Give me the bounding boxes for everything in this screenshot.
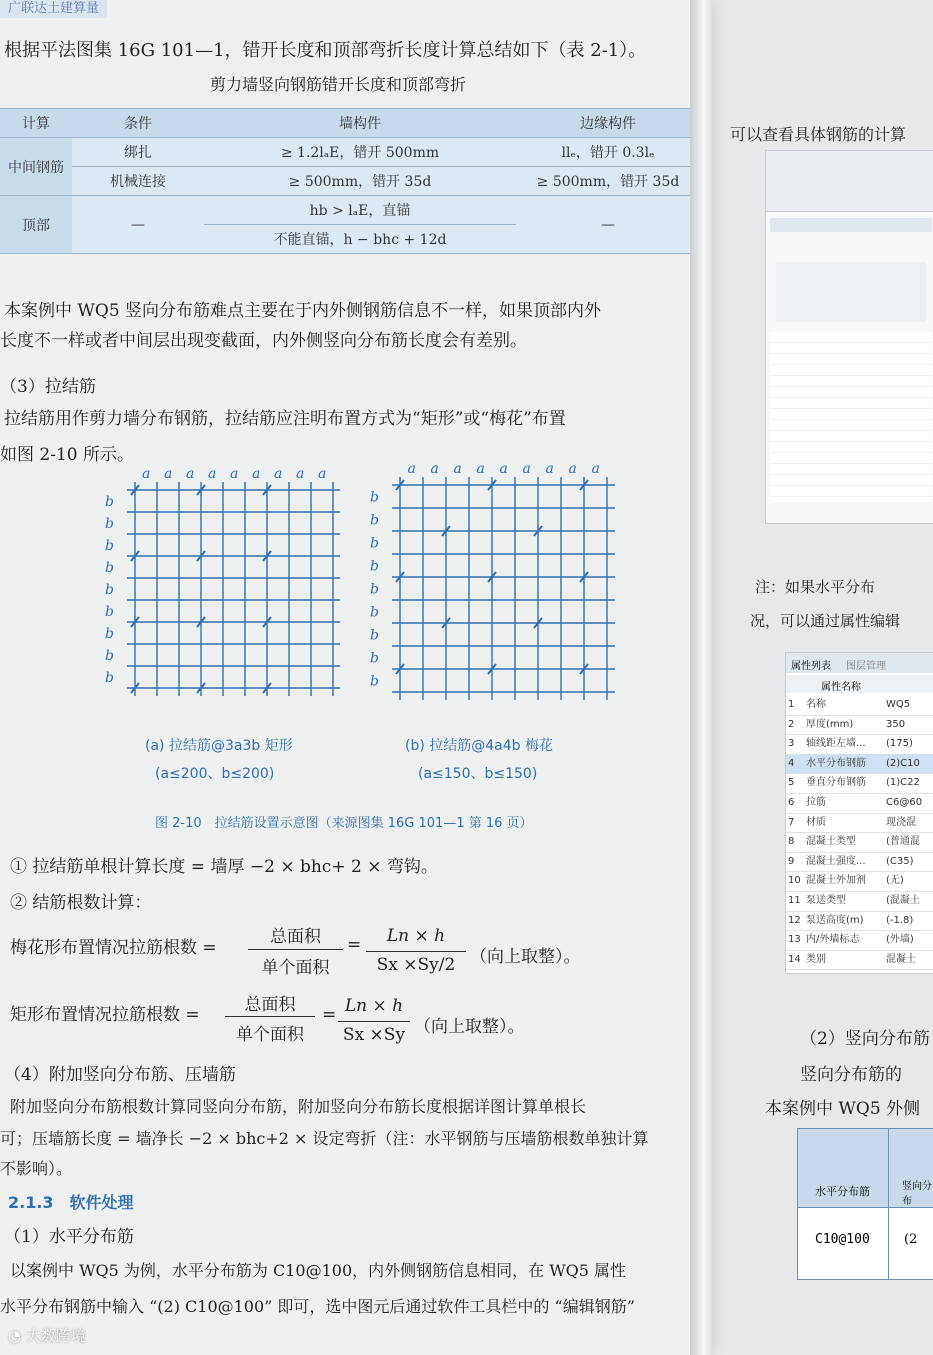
right-sec2: （2）竖向分布筋 xyxy=(800,1029,930,1049)
cell-mid: 中间钢筋 xyxy=(0,138,72,196)
spacing-label-b: b xyxy=(105,516,114,532)
spacing-label-b: b xyxy=(370,627,379,644)
spacing-label-a: a xyxy=(142,470,151,482)
right-table-v1: C10@100 xyxy=(815,1232,870,1247)
sec4-heading: （4）附加竖向分布筋、压墙筋 xyxy=(4,1065,236,1085)
property-row[interactable] xyxy=(786,832,933,853)
property-name: 泵送类型 xyxy=(806,895,846,906)
panel-tabs xyxy=(786,653,933,673)
f4-den2: Sx ×Sy xyxy=(342,1025,406,1045)
cell: — xyxy=(72,196,204,254)
property-name: 内/外墙标志 xyxy=(806,934,860,946)
para4-l2: 水平分布钢筋中输入 “(2) C10@100” 即可，选中图元后通过软件工具栏中的 “编辑钢筋” xyxy=(0,1297,635,1316)
property-value: 混凝土 xyxy=(886,953,916,965)
spacing-label-a: a xyxy=(499,465,508,477)
spacing-label-a: a xyxy=(296,470,305,482)
spacing-label-a: a xyxy=(476,465,485,477)
cell: ≥ 500mm，错开 35d xyxy=(516,167,700,196)
property-row[interactable] xyxy=(786,695,933,716)
figure-b-plum-grid xyxy=(360,465,630,720)
property-index: 11 xyxy=(788,895,801,906)
formula-1: ① 拉结筋单根计算长度 = 墙厚 −2 × bhc+ 2 × 弯钩。 xyxy=(10,857,438,877)
para2-l1: 拉结筋用作剪力墙分布钢筋，拉结筋应注明布置方式为“矩形”或“梅花”布置 xyxy=(4,409,566,429)
fig-b-caption-1: (b) 拉结筋@4a4b 梅花 xyxy=(405,738,553,754)
spacing-label-b: b xyxy=(370,581,379,598)
spacing-label-b: b xyxy=(370,673,379,690)
property-name: 混凝土外加剂 xyxy=(806,875,866,887)
property-name: 拉筋 xyxy=(806,797,826,808)
property-list-small xyxy=(770,332,932,502)
property-value: (175) xyxy=(886,738,913,750)
th-cond: 条件 xyxy=(72,109,204,138)
property-value: (普通混 xyxy=(886,836,920,848)
property-name: 轴线距左墙... xyxy=(806,738,866,750)
para2-l2: 如图 2-10 所示。 xyxy=(0,445,134,465)
spacing-label-a: a xyxy=(164,470,173,482)
property-index: 13 xyxy=(788,934,801,946)
f4-num1: 总面积 xyxy=(244,995,296,1015)
property-name: 厚度(mm) xyxy=(806,718,854,730)
fig-b-caption-2: (a≤150、b≤150) xyxy=(418,766,538,782)
table-header-row xyxy=(0,109,700,138)
property-index: 3 xyxy=(788,738,795,750)
property-row[interactable] xyxy=(786,891,933,912)
spacing-label-b: b xyxy=(370,604,379,621)
figure-a-rect-grid xyxy=(100,470,340,720)
tab-layer-manage[interactable]: 图层管理 xyxy=(846,661,886,672)
right-page xyxy=(700,0,933,1355)
property-value: WQ5 xyxy=(886,699,911,710)
property-row[interactable] xyxy=(786,871,933,892)
watermark-text: 大数跨境 xyxy=(25,1327,86,1345)
fig-a-caption-1: (a) 拉结筋@3a3b 矩形 xyxy=(145,738,293,754)
property-value: (-1.8) xyxy=(886,914,914,926)
f4-num2: Ln × h xyxy=(344,996,404,1016)
property-index: 10 xyxy=(788,875,801,887)
spacing-label-a: a xyxy=(568,465,577,477)
property-index: 1 xyxy=(788,699,795,710)
f4-tail: （向上取整）。 xyxy=(414,1017,525,1037)
property-row[interactable] xyxy=(786,754,933,775)
spacing-label-a: a xyxy=(252,470,261,482)
f3-den2: Sx ×Sy/2 xyxy=(376,955,456,975)
property-index: 9 xyxy=(788,855,795,867)
property-row[interactable] xyxy=(786,813,933,834)
note1: 注：如果水平分布 xyxy=(755,578,876,596)
para1-l2: 长度不一样或者中间层出现变截面，内外侧竖向分布筋长度会有差别。 xyxy=(0,331,527,351)
spacing-label-b: b xyxy=(370,535,379,552)
th-edge: 边缘构件 xyxy=(516,109,700,138)
fig-a-caption-2: (a≤200、b≤200) xyxy=(155,766,275,782)
spacing-label-b: b xyxy=(105,494,114,510)
spacing-label-b: b xyxy=(105,604,114,620)
property-row[interactable] xyxy=(786,852,933,873)
cell: ≥ 1.2lₐE，错开 500mm xyxy=(204,138,516,167)
property-row[interactable] xyxy=(786,734,933,755)
property-name: 材质 xyxy=(806,816,826,828)
property-row[interactable] xyxy=(786,793,933,814)
cell: llₑ，错开 0.3lₑ xyxy=(516,138,700,167)
f3-num1: 总面积 xyxy=(270,927,321,947)
cell: hb > lₐE，直锚 xyxy=(204,196,516,225)
cell: ≥ 500mm，错开 35d xyxy=(204,167,516,196)
watermark: ◔ 大数跨境 xyxy=(8,1327,86,1345)
f3-tail: （向上取整）。 xyxy=(470,947,581,967)
th-calc: 计算 xyxy=(0,109,72,138)
f3-den1: 单个面积 xyxy=(261,958,330,978)
f3-bar2 xyxy=(366,951,466,952)
f4-lead: 矩形布置情况拉筋根数 = xyxy=(10,1005,200,1025)
property-panel xyxy=(785,652,933,974)
right-table-v2: (2 xyxy=(904,1232,918,1247)
para1-l1: 本案例中 WQ5 竖向分布筋难点主要在于内外侧钢筋信息不一样，如果顶部内外 xyxy=(4,301,602,321)
table-row xyxy=(0,196,700,225)
cell: 绑扎 xyxy=(72,138,204,167)
right-sec2-l1: 竖向分布筋的 xyxy=(800,1065,902,1085)
th-wall: 墙构件 xyxy=(204,109,516,138)
spacing-label-a: a xyxy=(430,465,439,477)
intro-line: 根据平法图集 16G 101—1，错开长度和顶部弯折长度计算总结如下（表 2-1）。 xyxy=(4,40,647,61)
para3-l2: 可；压墙筋长度 = 墙净长 −2 × bhc+2 × 设定弯折（注：水平钢筋与压墙筋根数单独计算 xyxy=(0,1129,649,1148)
property-index: 4 xyxy=(788,757,795,769)
f3-eq: = xyxy=(347,935,362,955)
property-name: 泵送高度(m) xyxy=(806,914,864,926)
spacing-label-b: b xyxy=(105,560,114,576)
spacing-label-b: b xyxy=(105,626,114,642)
para3-l1: 附加竖向分布筋根数计算同竖向分布筋，附加竖向分布筋长度根据详图计算单根长 xyxy=(10,1097,587,1116)
section-2-1-3: 2.1.3 软件处理 xyxy=(8,1193,134,1212)
property-value: (混凝土 xyxy=(886,895,920,906)
spacing-label-b: b xyxy=(105,538,114,554)
formula-2-title: ② 结筋根数计算： xyxy=(10,893,152,913)
property-row[interactable] xyxy=(786,930,933,951)
ribbon-toolbar xyxy=(766,151,933,212)
cell: 机械连接 xyxy=(72,167,204,196)
software-screenshot-top xyxy=(765,150,933,524)
property-index: 7 xyxy=(788,816,795,828)
right-line1: 可以查看具体钢筋的计算 xyxy=(730,125,907,144)
spacing-label-a: a xyxy=(407,465,416,477)
spacing-label-a: a xyxy=(591,465,600,477)
property-name: 名称 xyxy=(806,699,826,710)
right-table-h1: 水平分布筋 xyxy=(815,1185,870,1198)
property-name: 垂直分布钢筋 xyxy=(806,777,866,789)
right-table-h2: 竖向分布 xyxy=(902,1181,932,1207)
f3-bar1 xyxy=(248,949,343,950)
property-index: 2 xyxy=(788,718,795,730)
sub1-heading: （1）水平分布筋 xyxy=(4,1227,134,1247)
spacing-label-a: a xyxy=(522,465,531,477)
spacing-label-a: a xyxy=(318,470,327,482)
spacing-label-a: a xyxy=(545,465,554,477)
spacing-label-a: a xyxy=(274,470,283,482)
property-value: (1)C22 xyxy=(886,777,920,789)
panel-head-name: 属性名称 xyxy=(821,682,861,693)
element-list xyxy=(776,262,926,322)
property-index: 8 xyxy=(788,836,795,848)
panel-header xyxy=(786,675,933,693)
property-value: 现浇混 xyxy=(886,816,916,828)
spacing-label-b: b xyxy=(370,558,379,575)
property-row[interactable] xyxy=(786,911,933,932)
spacing-label-b: b xyxy=(105,648,114,664)
property-value: C6@60 xyxy=(886,797,923,808)
property-value: 350 xyxy=(886,718,906,730)
right-table xyxy=(797,1128,933,1280)
property-index: 6 xyxy=(788,797,795,808)
book-spine xyxy=(690,0,712,1355)
spacing-label-b: b xyxy=(370,512,379,529)
f3-lead: 梅花形布置情况拉筋根数 = xyxy=(10,938,217,958)
f4-bar1 xyxy=(225,1016,315,1017)
property-index: 5 xyxy=(788,777,795,789)
right-table-divider xyxy=(888,1129,889,1279)
spec-table xyxy=(0,108,700,254)
dropdown-bar xyxy=(770,218,932,232)
spacing-label-b: b xyxy=(370,489,379,506)
spacing-label-b: b xyxy=(105,582,114,598)
property-value: (无) xyxy=(886,875,904,887)
spacing-label-b: b xyxy=(105,670,114,686)
property-value: (外墙) xyxy=(886,934,914,946)
property-value: (2)C10 xyxy=(886,757,920,769)
spacing-label-a: a xyxy=(208,470,217,482)
table-row xyxy=(0,167,700,196)
property-row[interactable] xyxy=(786,773,933,794)
figure-caption: 图 2-10 拉结筋设置示意图（来源图集 16G 101—1 第 16 页） xyxy=(155,816,533,831)
f4-eq: = xyxy=(322,1005,337,1025)
note2: 况，可以通过属性编辑 xyxy=(750,612,901,630)
property-index: 14 xyxy=(788,953,801,965)
property-index: 12 xyxy=(788,914,801,926)
f4-bar2 xyxy=(338,1021,410,1022)
property-name: 混凝土强度... xyxy=(806,855,866,867)
spacing-label-b: b xyxy=(370,650,379,667)
property-name: 类别 xyxy=(806,953,826,965)
running-header: 广联达土建算量 xyxy=(0,0,107,18)
cell-top: 顶部 xyxy=(0,196,72,254)
property-row[interactable] xyxy=(786,950,933,971)
spacing-label-a: a xyxy=(453,465,462,477)
para4-l1: 以案例中 WQ5 为例，水平分布筋为 C10@100，内外侧钢筋信息相同，在 WQ5 属性 xyxy=(10,1261,627,1280)
f4-den1: 单个面积 xyxy=(236,1025,304,1045)
f3-num2: Ln × h xyxy=(386,926,446,946)
property-name: 混凝土类型 xyxy=(806,836,856,848)
property-name: 水平分布钢筋 xyxy=(806,757,866,769)
table-title: 剪力墙竖向钢筋错开长度和顶部弯折 xyxy=(210,75,467,94)
cell: — xyxy=(516,196,700,254)
spacing-label-a: a xyxy=(186,470,195,482)
table-row xyxy=(0,138,700,167)
cell: 不能直锚，h − bhc + 12d xyxy=(204,225,516,254)
spacing-label-a: a xyxy=(230,470,239,482)
right-sec2-l2: 本案例中 WQ5 外侧 xyxy=(765,1099,921,1119)
property-row[interactable] xyxy=(786,715,933,736)
sec3-heading: （3）拉结筋 xyxy=(0,377,96,397)
para3-l3: 不影响）。 xyxy=(0,1159,73,1178)
tab-property-list[interactable]: 属性列表 xyxy=(791,661,831,672)
property-value: (C35) xyxy=(886,855,914,867)
